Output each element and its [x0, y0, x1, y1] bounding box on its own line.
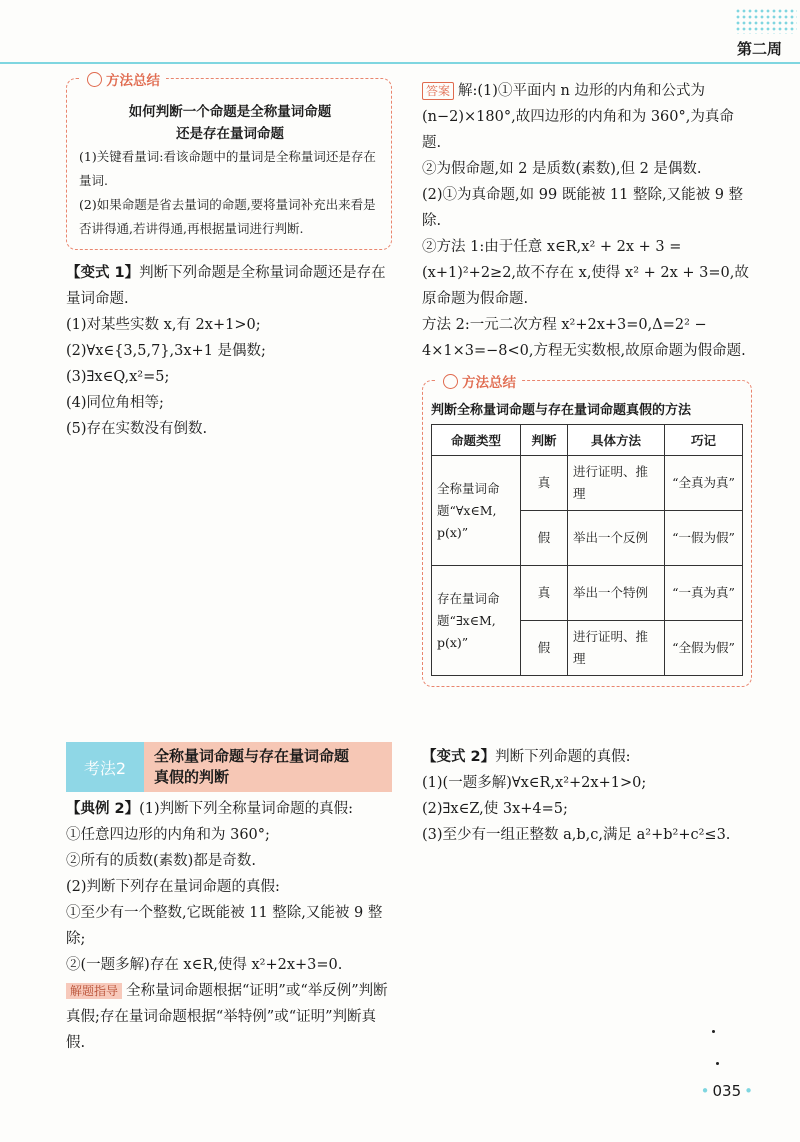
example-2-line: (1)判断下列全称量词命题的真假:: [139, 801, 354, 817]
example-2: [66, 796, 392, 1056]
method-summary-box: [66, 73, 392, 250]
truth-method-table: [431, 424, 743, 676]
example-2-line: (2)判断下列存在量词命题的真假:: [66, 879, 280, 895]
left-column: [66, 73, 392, 442]
hint-tag: 解题指导: [66, 983, 122, 999]
example-2-label: 【典例 2】: [66, 801, 140, 817]
summary-heading-1: 如何判断一个命题是全称量词命题: [128, 104, 332, 120]
method-2-section: [66, 742, 392, 1056]
table-row: [432, 566, 743, 621]
tip-cell: “全真为真”: [665, 456, 743, 511]
right-column: [422, 78, 752, 843]
table-header: 具体方法: [568, 425, 665, 456]
table-header: 巧记: [665, 425, 743, 456]
answer-block: [422, 78, 752, 364]
method-2-title: 全称量词命题与存在量词命题 真假的判断: [144, 742, 392, 792]
header-rule: [0, 62, 800, 64]
judge-cell: 假: [521, 621, 568, 676]
ink-speck: [712, 1030, 715, 1033]
summary-point-2: (2)如果命题是省去量词的命题,要将量词补充出来看是否讲得通,若讲得通,再根据量词进行判断.: [79, 197, 376, 236]
variant-1-item: (3)∃x∈Q,x²=5;: [66, 369, 170, 385]
variant-1-prompt: 判断下列命题是全称量词命题还是存在量词命题.: [66, 265, 386, 307]
variant-1-label: 【变式 1】: [66, 265, 140, 281]
answer-line: ②为假命题,如 2 是质数(素数),但 2 是偶数.: [422, 161, 702, 177]
variant-1-item: (2)∀x∈{3,5,7},3x+1 是偶数;: [66, 343, 266, 359]
decorative-dots: [735, 8, 797, 34]
method-summary-box-2: [422, 375, 752, 687]
table-header: 命题类型: [432, 425, 521, 456]
example-2-line: ①至少有一个整数,它既能被 11 整除,又能被 9 整除;: [66, 905, 383, 947]
method-2-header: [66, 742, 392, 792]
variant-2-item: (2)∃x∈Z,使 3x+4=5;: [422, 801, 568, 817]
method-summary-title: 方法总结: [81, 69, 166, 89]
hint-text: 全称量词命题根据“证明”或“举反例”判断真假;存在量词命题根据“举特例”或“证明”判断真假.: [66, 983, 388, 1051]
proposition-type-cell: 存在量词命题“∃x∈M, p(x)”: [432, 566, 521, 676]
variant-1: [66, 260, 392, 442]
method-cell: 进行证明、推理: [568, 621, 665, 676]
variant-2-prompt: 判断下列命题的真假:: [495, 749, 631, 765]
summary-heading-2: 还是存在量词命题: [176, 126, 284, 142]
answer-line: 方法 2:一元二次方程 x²+2x+3=0,Δ=2² − 4×1×3=−8<0,方程无实数根,故原命题为假命题.: [422, 317, 746, 359]
judge-cell: 真: [521, 456, 568, 511]
answer-line: 解:(1)①平面内 n 边形的内角和公式为 (n−2)×180°,故四边形的内角和为 360°,为真命题.: [422, 83, 734, 151]
variant-1-item: (4)同位角相等;: [66, 395, 164, 411]
variant-1-item: (5)存在实数没有倒数.: [66, 421, 208, 437]
answer-tag: 答案: [422, 82, 454, 100]
method-cell: 举出一个反例: [568, 511, 665, 566]
example-2-line: ②(一题多解)存在 x∈R,使得 x²+2x+3=0.: [66, 957, 343, 973]
bulb-icon: [443, 374, 458, 389]
bulb-icon: [87, 72, 102, 87]
method-2-tag: 考法2: [66, 742, 144, 792]
method-cell: 举出一个特例: [568, 566, 665, 621]
answer-line: (2)①为真命题,如 99 既能被 11 整除,又能被 9 整除.: [422, 187, 744, 229]
variant-2-item: (3)至少有一组正整数 a,b,c,满足 a²+b²+c²≤3.: [422, 827, 731, 843]
page-number: • 035 •: [698, 1082, 756, 1100]
example-2-line: ②所有的质数(素数)都是奇数.: [66, 853, 256, 869]
table-header-row: [432, 425, 743, 456]
method-summary-title-2: 方法总结: [437, 371, 522, 391]
answer-line: ②方法 1:由于任意 x∈R,x² + 2x + 3 = (x+1)²+2≥2,故不存在 x,使得 x² + 2x + 3=0,故原命题为假命题.: [422, 239, 749, 307]
proposition-type-cell: 全称量词命题“∀x∈M, p(x)”: [432, 456, 521, 566]
variant-2-label: 【变式 2】: [422, 749, 496, 765]
variant-2: [422, 744, 752, 848]
tip-cell: “全假为假”: [665, 621, 743, 676]
judge-cell: 假: [521, 511, 568, 566]
variant-1-item: (1)对某些实数 x,有 2x+1>0;: [66, 317, 261, 333]
table-row: [432, 456, 743, 511]
tip-cell: “一假为假”: [665, 511, 743, 566]
summary-point-1: (1)关键看量词:看该命题中的量词是全称量词还是存在量词.: [79, 149, 376, 188]
table-title: 判断全称量词命题与存在量词命题真假的方法: [431, 403, 692, 418]
method-cell: 进行证明、推理: [568, 456, 665, 511]
tip-cell: “一真为真”: [665, 566, 743, 621]
week-label: 第二周: [736, 40, 782, 58]
judge-cell: 真: [521, 566, 568, 621]
variant-2-item: (1)(一题多解)∀x∈R,x²+2x+1>0;: [422, 775, 647, 791]
example-2-line: ①任意四边形的内角和为 360°;: [66, 827, 270, 843]
ink-speck: [716, 1062, 719, 1065]
table-header: 判断: [521, 425, 568, 456]
